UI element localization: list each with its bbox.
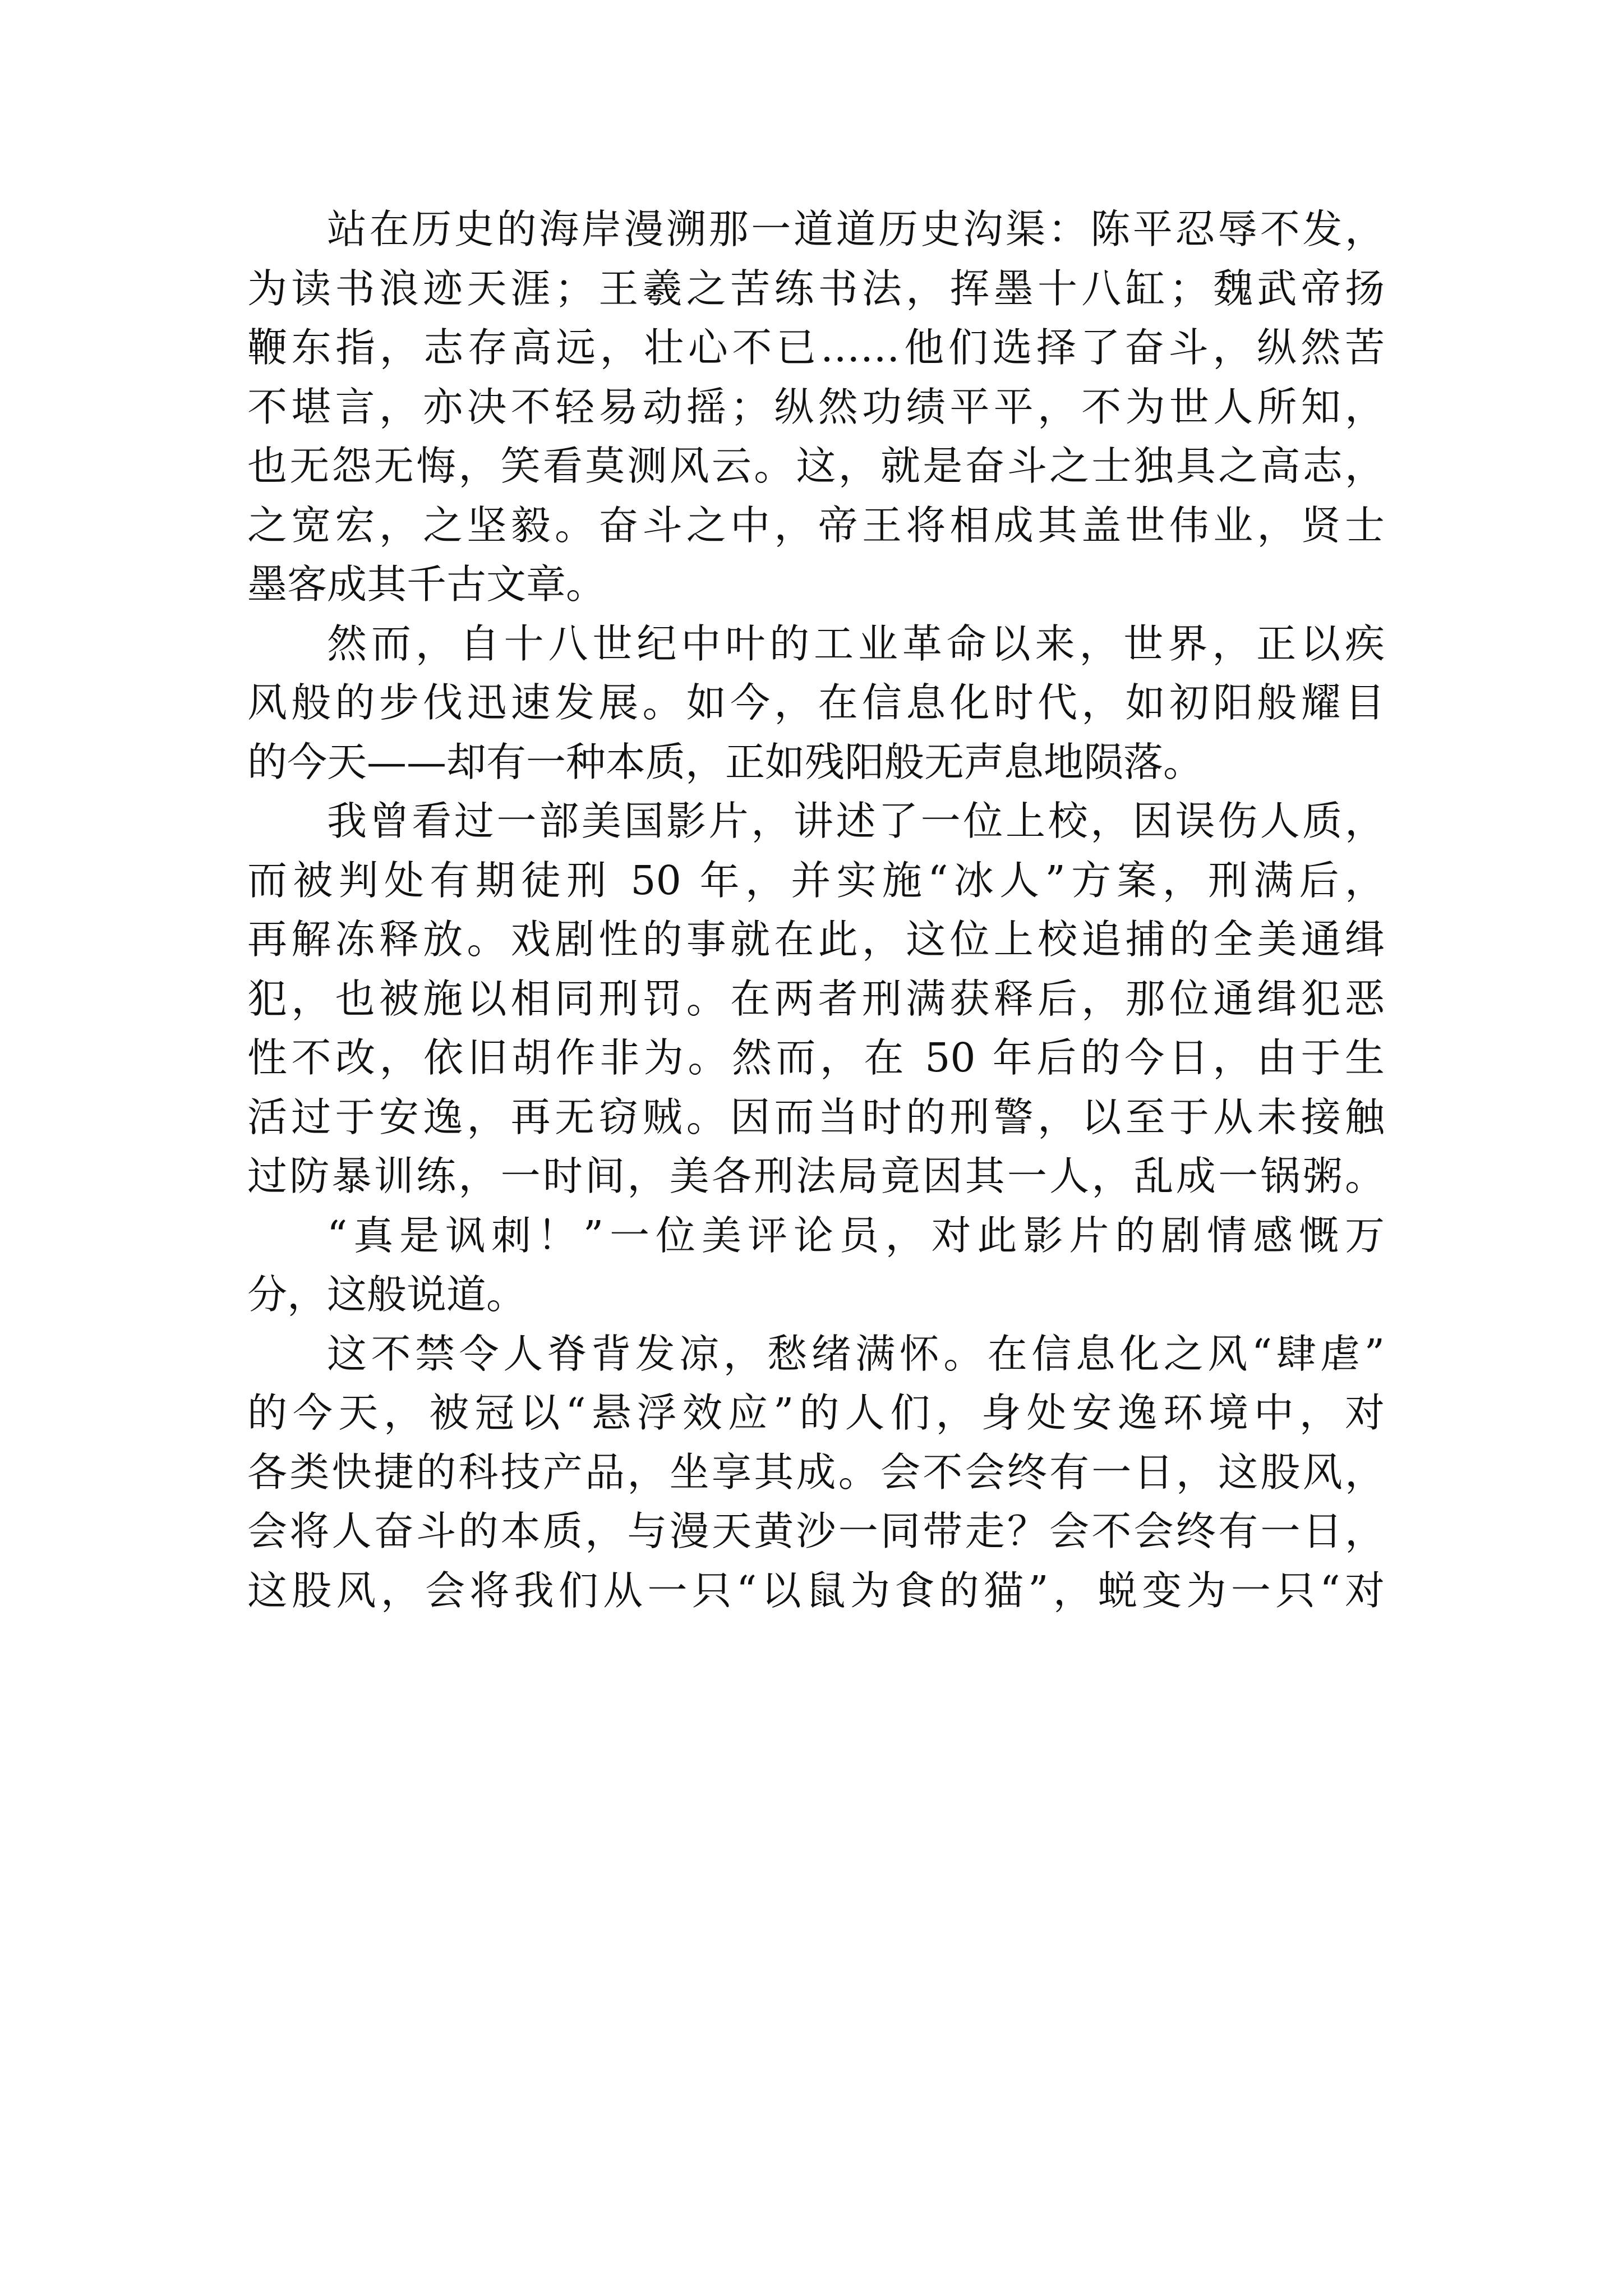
paragraph-1-line-3: 鞭东指，志存高远，壮心不已……他们选择了奋斗，纵然苦 xyxy=(247,324,1385,371)
paragraph-1-line-2: 为读书浪迹天涯；王羲之苦练书法，挥墨十八缸；魏武帝扬 xyxy=(247,265,1385,312)
paragraph-5-line-3: 各类快捷的科技产品，坐享其成。会不会终有一日，这股风， xyxy=(247,1448,1385,1496)
paragraph-5-line-5: 这股风，会将我们从一只“以鼠为食的猫”，蜕变为一只“对 xyxy=(247,1567,1385,1614)
paragraph-1-line-7: 墨客成其千古文章。 xyxy=(247,561,606,608)
paragraph-4-line-2: 分，这般说道。 xyxy=(247,1271,527,1318)
paragraph-1-line-6: 之宽宏，之坚毅。奋斗之中，帝王将相成其盖世伟业，贤士 xyxy=(247,501,1385,549)
paragraph-1-line-4: 不堪言，亦决不轻易动摇；纵然功绩平平，不为世人所知， xyxy=(247,383,1385,430)
paragraph-5-line-1: 这不禁令人脊背发凉，愁绪满怀。在信息化之风“肆虐” xyxy=(327,1330,1385,1377)
paragraph-3-line-2: 而被判处有期徒刑 50 年，并实施“冰人”方案，刑满后， xyxy=(247,857,1385,904)
paragraph-3-line-6: 活过于安逸，再无窃贼。因而当时的刑警，以至于从未接触 xyxy=(247,1093,1385,1140)
paragraph-2-line-2: 风般的步伐迅速发展。如今，在信息化时代，如初阳般耀目 xyxy=(247,679,1385,726)
paragraph-2-line-1: 然而，自十八世纪中叶的工业革命以来，世界，正以疾 xyxy=(327,620,1385,667)
essay-body xyxy=(247,200,1385,1620)
paragraph-4-line-1: “真是讽刺！”一位美评论员，对此影片的剧情感慨万 xyxy=(327,1212,1385,1259)
paragraph-1-line-5: 也无怨无悔，笑看莫测风云。这，就是奋斗之士独具之高志， xyxy=(247,443,1385,489)
paragraph-1-line-1: 站在历史的海岸漫溯那一道道历史沟渠：陈平忍辱不发， xyxy=(327,206,1385,252)
paragraph-3-line-1: 我曾看过一部美国影片，讲述了一位上校，因误伤人质， xyxy=(327,798,1385,844)
paragraph-3-line-7: 过防暴训练，一时间，美各刑法局竟因其一人，乱成一锅粥。 xyxy=(247,1153,1385,1199)
paragraph-5-line-4: 会将人奋斗的本质，与漫天黄沙一同带走？会不会终有一日， xyxy=(247,1508,1385,1554)
paragraph-3-line-4: 犯，也被施以相同刑罚。在两者刑满获释后，那位通缉犯恶 xyxy=(247,975,1385,1022)
paragraph-2-line-3: 的今天——却有一种本质，正如残阳般无声息地陨落。 xyxy=(247,738,1204,785)
paragraph-5-line-2: 的今天，被冠以“悬浮效应”的人们，身处安逸环境中，对 xyxy=(247,1389,1385,1436)
paragraph-3-line-5: 性不改，依旧胡作非为。然而，在 50 年后的今日，由于生 xyxy=(247,1034,1385,1081)
paragraph-3-line-3: 再解冻释放。戏剧性的事就在此，这位上校追捕的全美通缉 xyxy=(247,916,1385,963)
